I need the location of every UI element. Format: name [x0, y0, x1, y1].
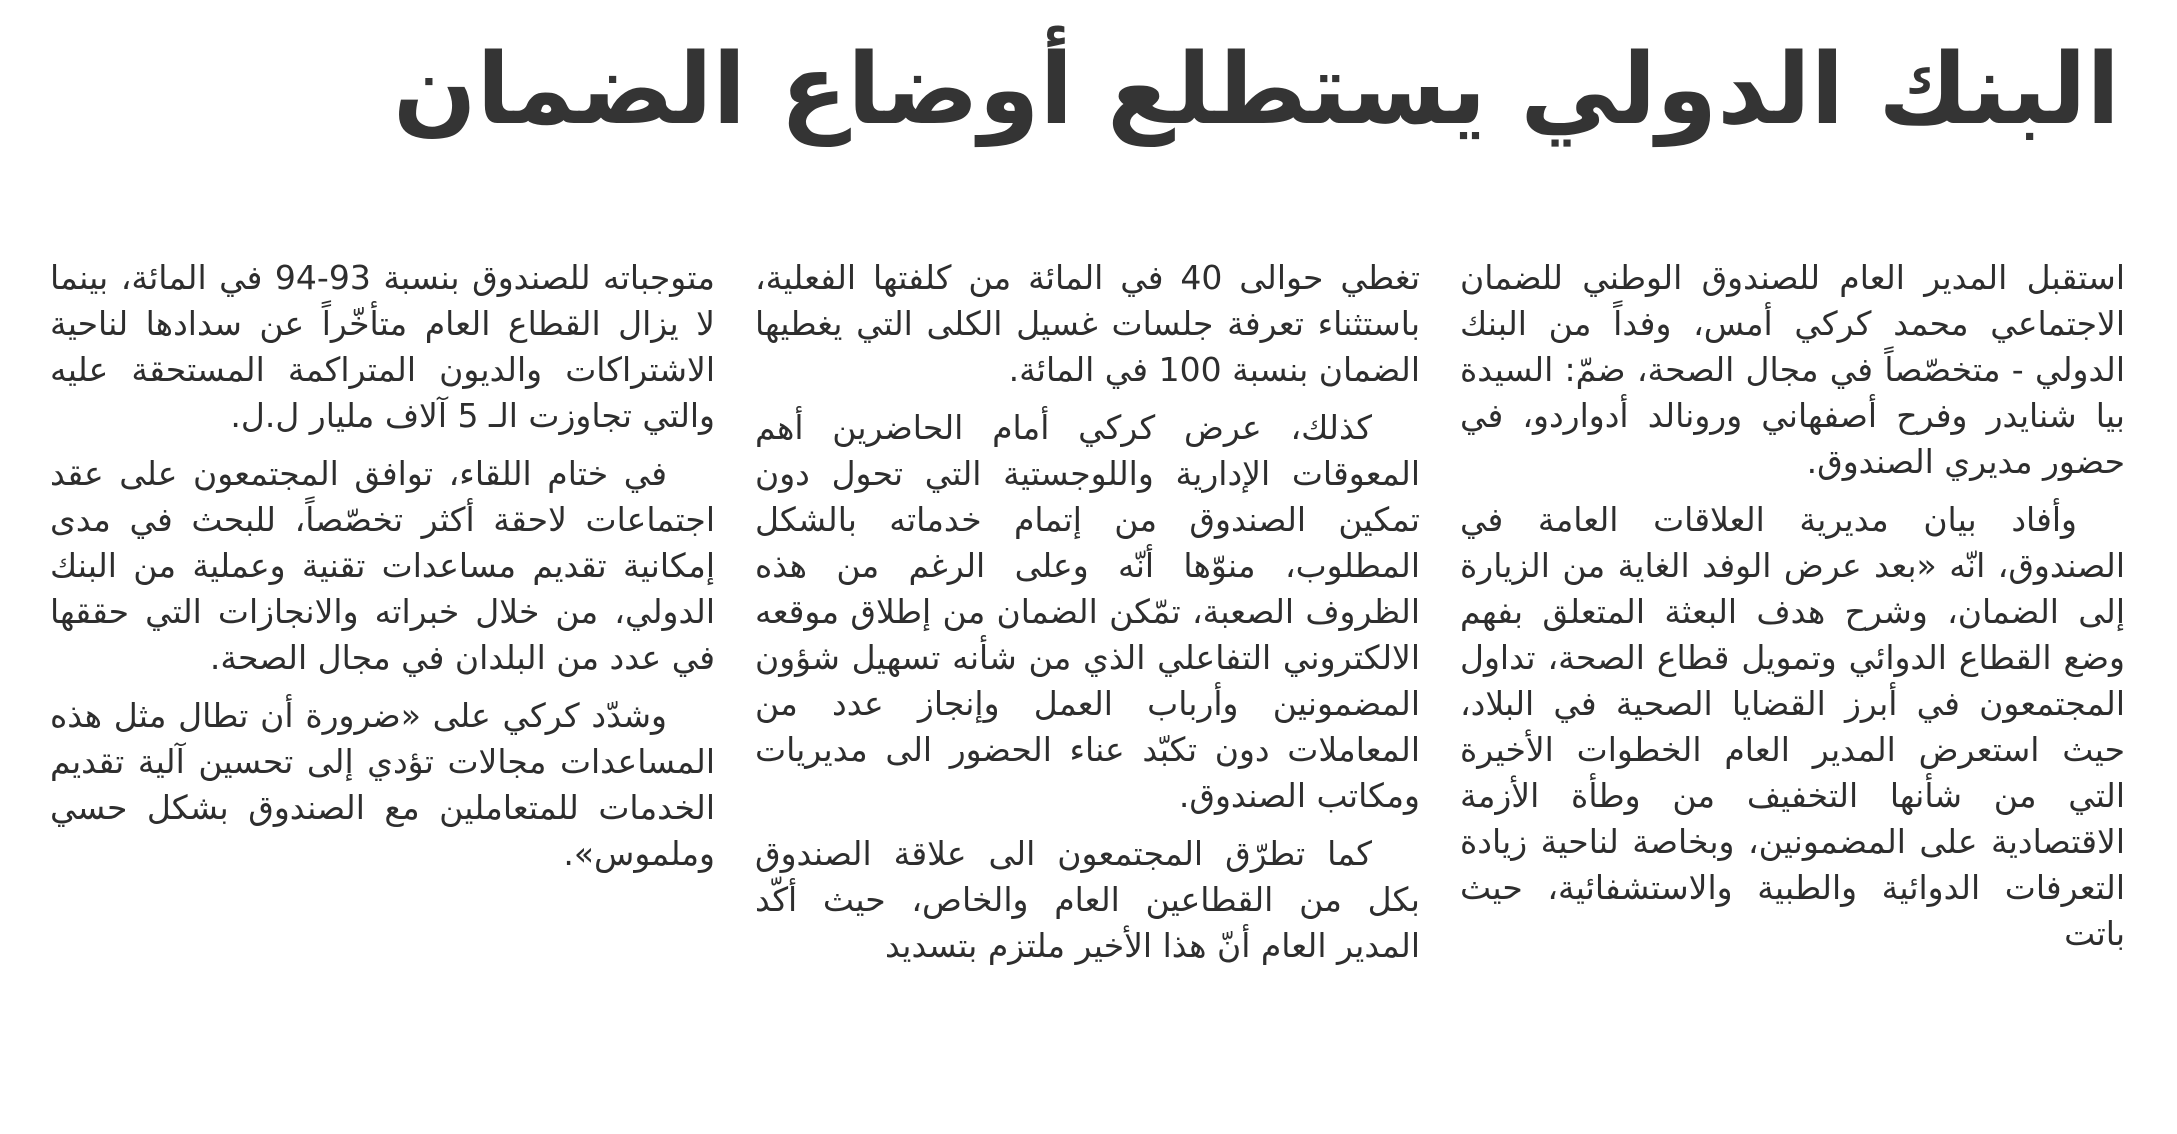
article-paragraph: استقبل المدير العام للصندوق الوطني للضمان الاجتماعي محمد كركي أمس، وفداً من البنك الدولي - متخصّصاً في مجال الصحة، ضمّ: السيدة بيا شنايدر وفرح أصفهاني ورونالد أدواردو، في حضور مديري الصندوق.: [1460, 258, 2125, 481]
article-paragraph: كذلك، عرض كركي أمام الحاضرين أهم المعوقات الإدارية واللوجستية التي تحول دون تمكين الصندوق من إتمام خدماته بالشكل المطلوب، منوّها أنّه وعلى الرغم من هذه الظروف الصعبة، تمّكن الضمان من إطلاق موقعه الالكتروني التفاعلي الذي من شأنه تسهيل شؤون المضمونين وأرباب العمل وإنجاز عدد من المعاملات دون تكبّد عناء الحضور الى مديريات ومكاتب الصندوق.: [755, 408, 1420, 815]
article-headline: البنك الدولي يستطلع أوضاع الضمان: [393, 33, 2120, 147]
article-paragraph: في ختام اللقاء، توافق المجتمعون على عقد اجتماعات لاحقة أكثر تخصّصاً، للبحث في مدى إمكانية تقديم مساعدات تقنية وعملية من البنك الدولي، من خلال خبراته والانجازات التي حققها في عدد من البلدان في مجال الصحة.: [50, 454, 715, 677]
article-column-3: [50, 255, 715, 889]
article-column-2: [755, 255, 1420, 981]
article-paragraph: تغطي حوالى 40 في المائة من كلفتها الفعلية، باستثناء تعرفة جلسات غسيل الكلى التي يغطيها الضمان بنسبة 100 في المائة.: [755, 258, 1421, 389]
article-paragraph: كما تطرّق المجتمعون الى علاقة الصندوق بكل من القطاعين العام والخاص، حيث أكّد المدير العام أنّ هذا الأخير ملتزم بتسديد: [755, 834, 1420, 965]
article-column-1: [1460, 255, 2125, 969]
article-paragraph: متوجباته للصندوق بنسبة 93-94 في المائة، بينما لا يزال القطاع العام متأخّراً عن سدادها لناحية الاشتراكات والديون المتراكمة المستحقة عليه والتي تجاوزت الـ 5 آلاف مليار ل.ل.: [50, 258, 715, 435]
article-paragraph: وأفاد بيان مديرية العلاقات العامة في الصندوق، انّه «بعد عرض الوفد الغاية من الزيارة إلى الضمان، وشرح هدف البعثة المتعلق بفهم وضع القطاع الدوائي وتمويل قطاع الصحة، تداول المجتمعون في أبرز القضايا الصحية في البلاد، حيث استعرض المدير العام الخطوات الأخيرة التي من شأنها التخفيف من وطأة الأزمة الاقتصادية على المضمونين، وبخاصة لناحية زيادة التعرفات الدوائية والطبية والاستشفائية، حيث باتت: [1460, 500, 2125, 953]
article-paragraph: وشدّد كركي على «ضرورة أن تطال مثل هذه المساعدات مجالات تؤدي إلى تحسين آلية تقديم الخدمات للمتعاملين مع الصندوق بشكل حسي وملموس».: [50, 696, 715, 873]
